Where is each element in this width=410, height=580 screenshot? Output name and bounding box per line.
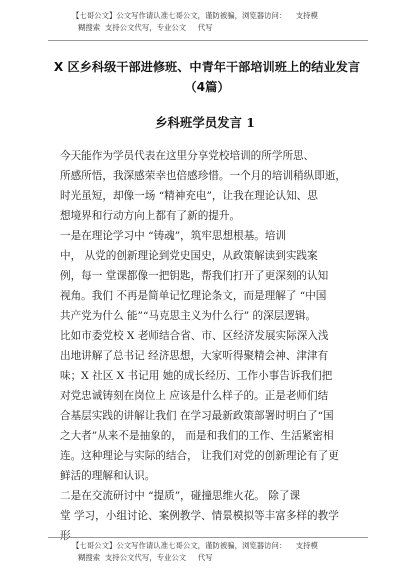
text-line: 想境界和行动方向上都有了新的提升。 <box>60 210 241 222</box>
footer-divider <box>48 537 368 538</box>
text-line: 今天能作为学员代表在这里分享党校培训的所学所思、 <box>60 150 315 162</box>
text-line: 味；X 社区 X 书记用 她的成长经历、工作小事告诉我们把 <box>60 370 333 382</box>
page-header <box>72 10 372 34</box>
header-divider <box>48 40 368 41</box>
header-line-2: 糊搜索 支持公文代写，专业公文 代写 <box>78 23 213 32</box>
text-line: 二是在交流研讨中 “提质”，碰撞思维火花。 除了课 <box>60 490 301 502</box>
text-line: 时光虽短，却像一场 “精神充电”，让我在理论认知、思 <box>60 190 318 202</box>
paragraph-intro <box>60 146 358 226</box>
text-line: 例，每一 堂课都像一把钥匙，帮我们打开了更深刻的认知 <box>60 270 329 282</box>
text-line: 连。这种理论与实际的结合， 让我们对党的创新理论有了更 <box>60 450 339 462</box>
paragraph-point-1 <box>60 226 358 486</box>
text-line: 比如市委党校 X 老师结合省、市、区经济发展实际深入浅 <box>60 330 329 342</box>
text-line: 鲜活的理解和认识。 <box>60 470 156 482</box>
text-line: 所感所悟，我深感荣幸也倍感珍惜。一个月的培训稍纵即逝， <box>60 170 347 182</box>
footer-line-1: 【七哥公文】公文写作请认准七哥公文，谨防被骗，浏览器访问： 支持模 <box>72 541 318 550</box>
page-footer <box>72 540 372 564</box>
text-line: 堂 学习，小组讨论、案例教学、情景模拟等丰富多样的教学 <box>60 510 339 522</box>
section-subtitle: 乡科班学员发言 1 <box>155 115 255 130</box>
text-line: 之大者”从来不是抽象的， 而是和我们的工作、生活紧密相 <box>60 430 334 442</box>
text-line: 视角。我们 不再是简单记忆理论条文，而是理解了 “中国 <box>60 290 327 302</box>
document-body <box>60 146 358 546</box>
footer-line-2: 糊搜索 支持公文代写，专业公文 代写 <box>78 553 213 562</box>
text-line: 形 <box>60 530 71 542</box>
text-line: 共产党为什么 能”“马克思主义为什么行” 的深层逻辑。 <box>60 310 317 322</box>
header-line-1: 【七哥公文】公文写作请认准七哥公文，谨防被骗，浏览器访问： 支持模 <box>72 11 318 20</box>
text-line: 对党忠诚铸刻在岗位上 应该是什么样子的。正是老师们结 <box>60 390 329 402</box>
document-title: X 区乡科级干部进修班、中青年干部培训班上的结业发言（4篇） <box>53 60 361 94</box>
text-line: 一是在理论学习中 “铸魂”，筑牢思想根基。培训 <box>60 230 287 242</box>
text-line: 出地讲解了总书记 经济思想，大家听得聚精会神、津津有 <box>60 350 329 362</box>
text-line: 合基层实践的讲解让我们 在学习最新政策部署时明白了“国 <box>60 410 334 422</box>
text-line: 中， 从党的创新理论到党史国史，从政策解读到实践案 <box>60 250 318 262</box>
